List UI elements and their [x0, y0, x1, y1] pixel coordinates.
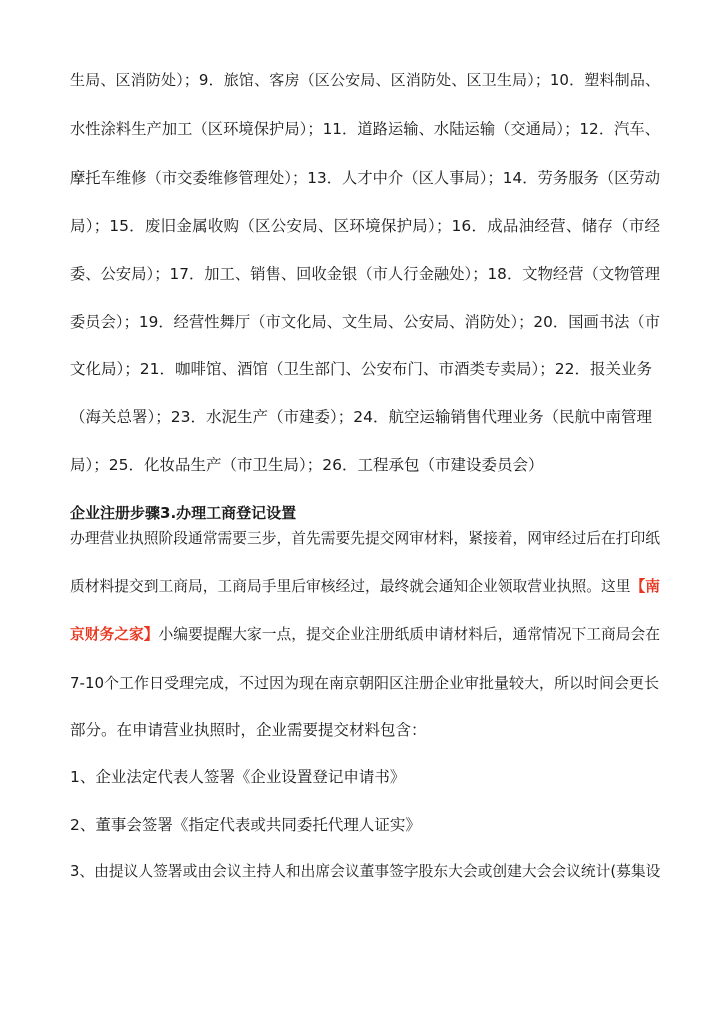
list-item-3: 3、由提议人签署或由会议主持人和出席会议董事签字股东大会或创建大会会议统计(募集设: [70, 863, 661, 880]
text-line-3: 摩托车维修（市交委维修管理处）；13．人才中介（区人事局）；14．劳务服务（区劳动: [70, 169, 660, 187]
text-line-5: 委、公安局）；17．加工、销售、回收金银（市人行金融处）；18．文物经营（文物管理: [70, 265, 660, 283]
paragraph-line-2: [70, 576, 660, 598]
paragraph-line-3: [70, 624, 660, 646]
text-line-2: 水性涂料生产加工（区环境保护局）；11．道路运输、水陆运输（交通局）；12．汽车、: [70, 120, 660, 138]
highlight-brand-start: 【南: [630, 578, 660, 595]
highlight-brand-end: 京财务之家】: [70, 626, 159, 643]
paragraph-line-4: 7-10个工作日受理完成，不过因为现在南京朝阳区注册企业审批量较大，所以时间会更长: [70, 674, 660, 692]
paragraph-line-1: 办理营业执照阶段通常需要三步，首先需要先提交网审材料，紧接着，网审经过后在打印纸: [70, 530, 660, 547]
text-line-7: 文化局）；21．咖啡馆、酒馆（卫生部门、公安布门、市酒类专卖局）；22．报关业务: [70, 360, 652, 378]
section-heading: 企业注册步骤3.办理工商登记设置: [70, 504, 297, 522]
paragraph-line-5: 部分。在申请营业执照时，企业需要提交材料包含：: [70, 721, 427, 739]
text-line-8: （海关总署）；23．水泥生产（市建委）；24．航空运输销售代理业务（民航中南管理: [70, 408, 652, 426]
text-line-1: 生局、区消防处）；9．旅馆、客房（区公安局、区消防处、区卫生局）；10．塑料制品、: [70, 71, 660, 89]
paragraph-line-3-text: 小编要提醒大家一点，提交企业注册纸质申请材料后，通常情况下工商局会在: [158, 626, 660, 643]
text-line-6: 委员会）；19．经营性舞厅（市文化局、文生局、公安局、消防处）；20．国画书法（市: [70, 313, 660, 331]
paragraph-line-2-text: 质材料提交到工商局，工商局手里后审核经过，最终就会通知企业领取营业执照。这里: [70, 578, 631, 595]
text-line-4: 局）；15．废旧金属收购（区公安局、区环境保护局）；16．成品油经营、储存（市经: [70, 217, 660, 235]
list-item-1: 1、企业法定代表人签署《企业设置登记申请书》: [70, 768, 406, 786]
list-item-2: 2、董事会签署《指定代表或共同委托代理人证实》: [70, 816, 421, 834]
text-line-9: 局）；25．化妆品生产（市卫生局）；26．工程承包（市建设委员会）: [70, 456, 544, 474]
